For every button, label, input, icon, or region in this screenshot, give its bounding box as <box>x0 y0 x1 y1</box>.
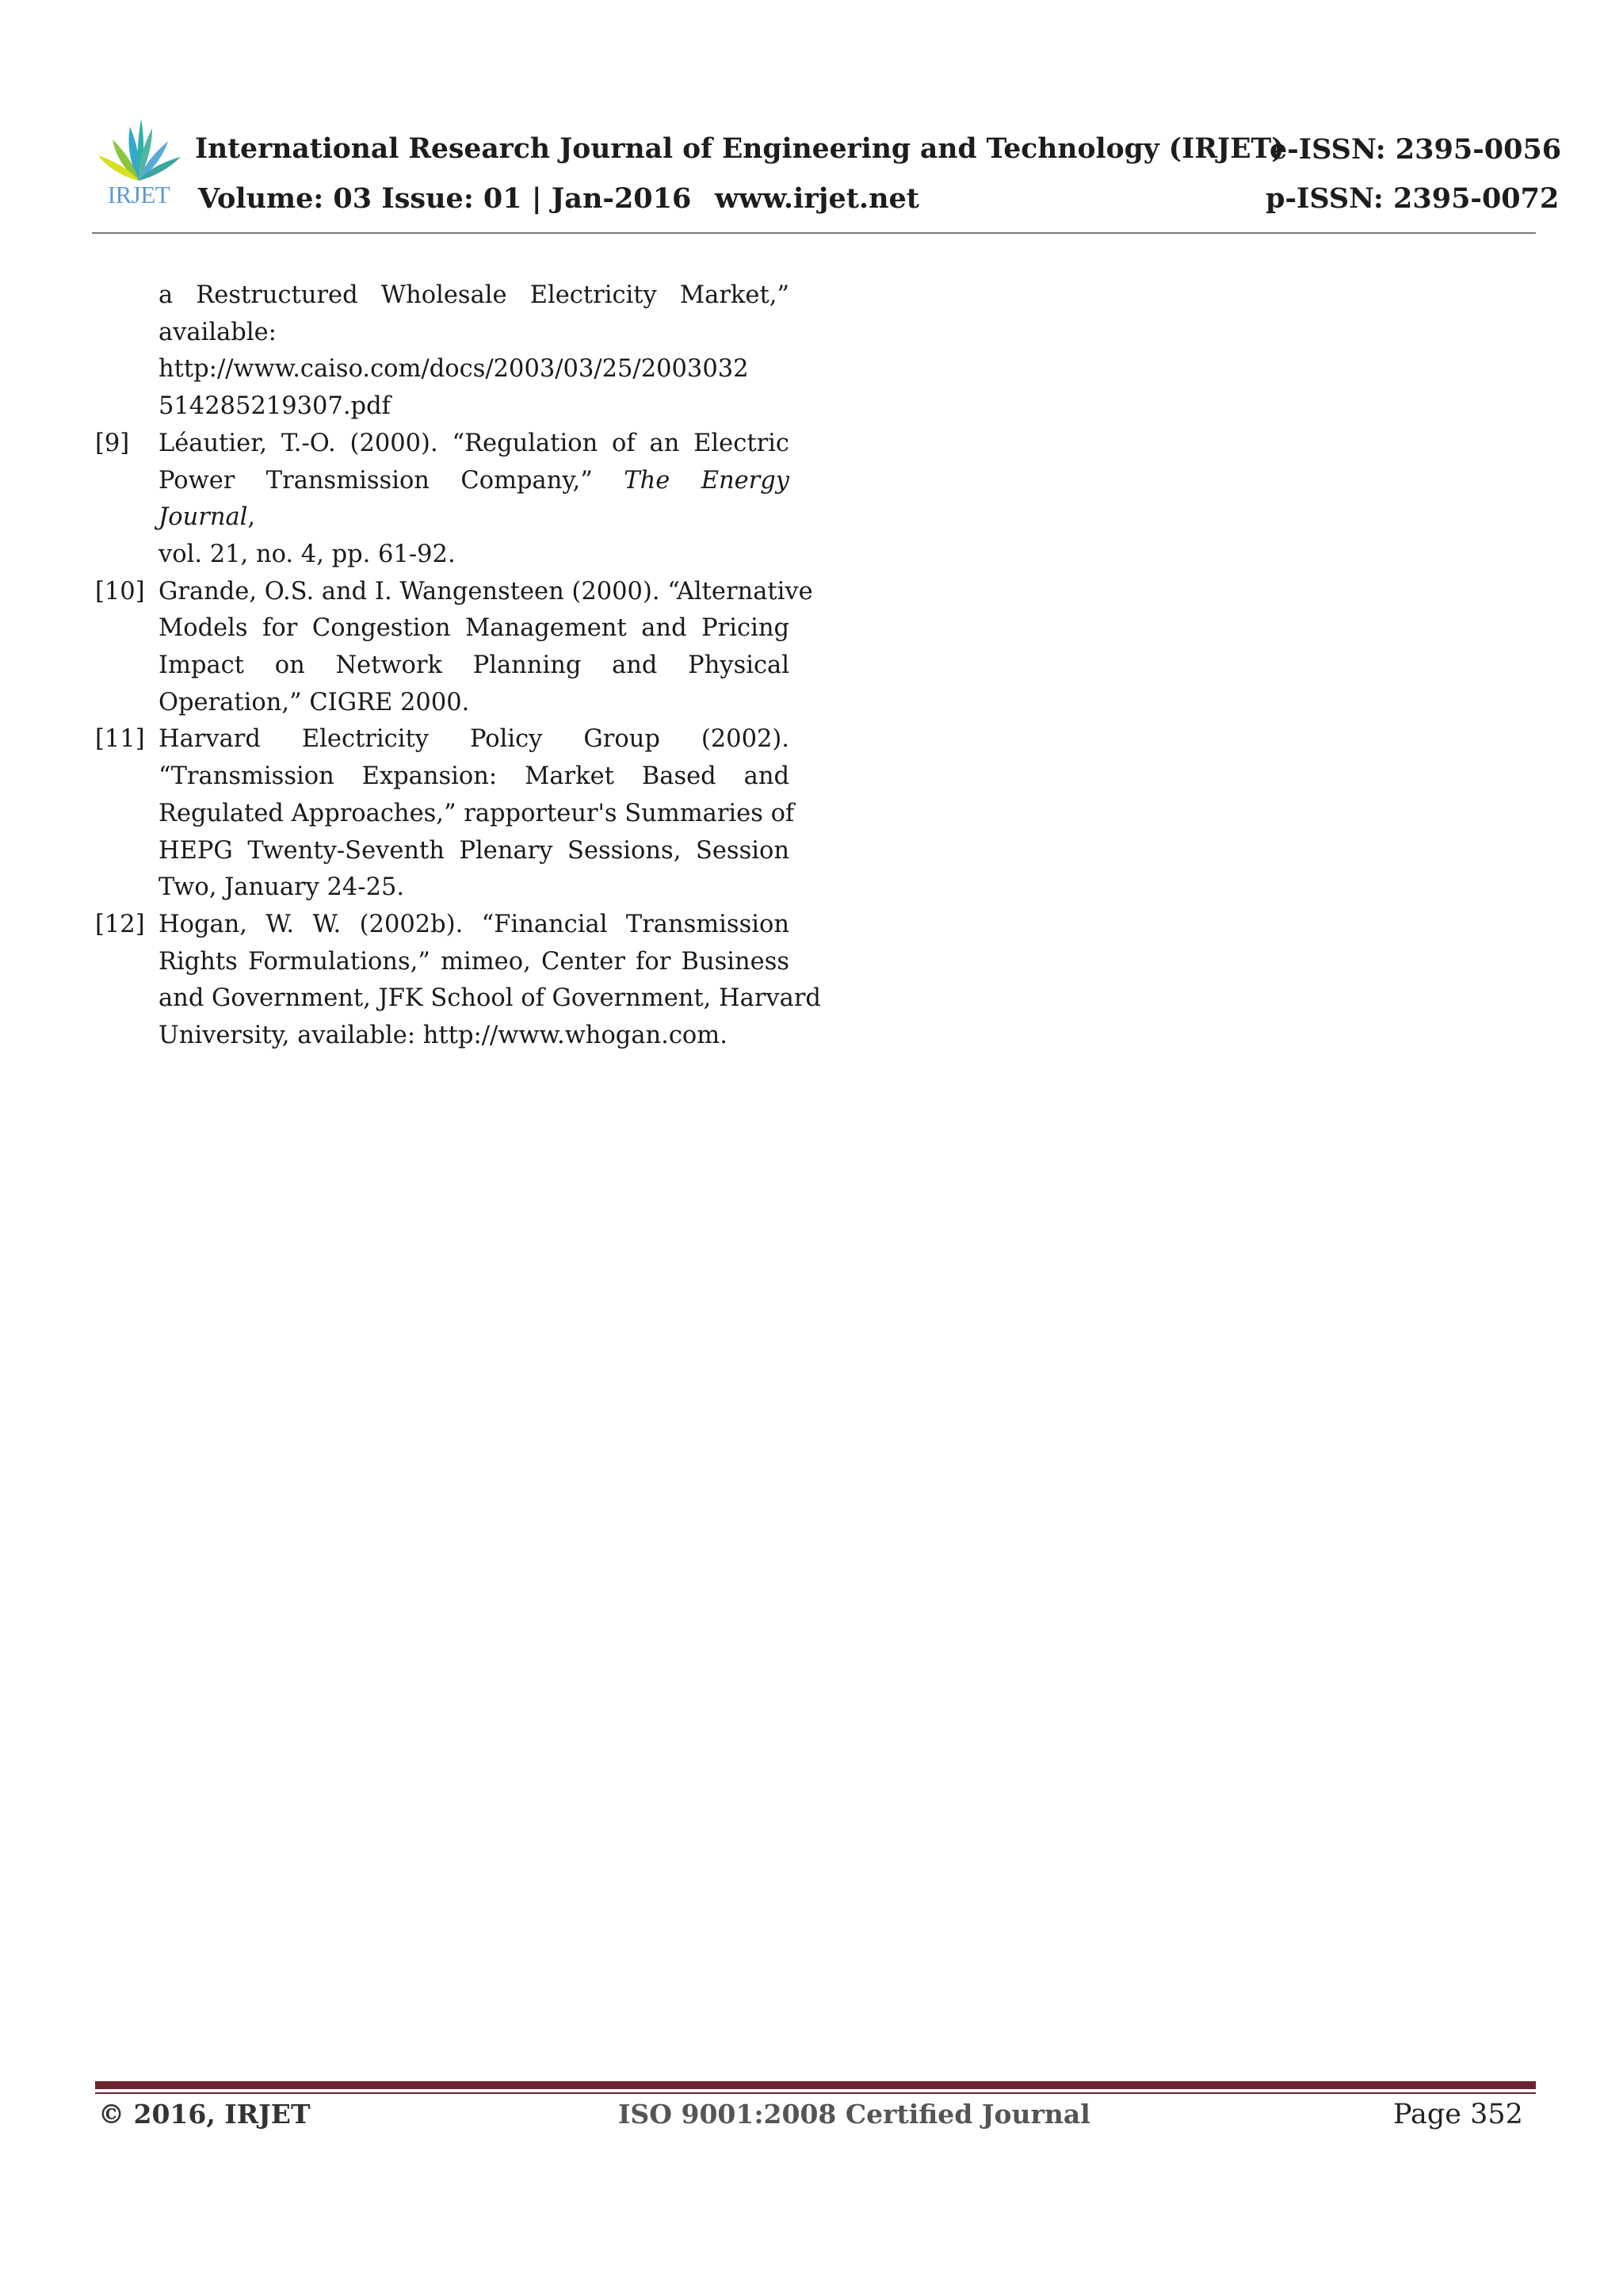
header-divider <box>92 232 1536 234</box>
reference-url[interactable]: http://www.caiso.com/docs/2003/03/25/2003032 <box>158 355 749 384</box>
reference-9 <box>95 426 789 574</box>
reference-list <box>95 277 821 1055</box>
p-issn: p-ISSN: 2395-0072 <box>1266 182 1560 215</box>
copyright: © 2016, IRJET <box>98 2099 311 2130</box>
reference-line: Harvard Electricity Policy Group (2002). <box>158 725 789 754</box>
page-header <box>0 0 1623 238</box>
e-issn: e-ISSN: 2395-0056 <box>1270 133 1562 166</box>
reference-line: Impact on Network Planning and Physical <box>158 651 789 680</box>
reference-line: Rights Formulations,” mimeo, Center for Business <box>158 947 789 976</box>
reference-number: [12] <box>95 910 145 938</box>
journal-website[interactable]: www.irjet.net <box>715 182 919 215</box>
footer-rule-thin <box>95 2092 1536 2094</box>
reference-line: Operation,” CIGRE 2000. <box>158 688 470 716</box>
reference-line: vol. 21, no. 4, pp. 61-92. <box>158 540 456 568</box>
reference-continuation <box>95 277 789 426</box>
reference-12 <box>95 907 821 1055</box>
certification: ISO 9001:2008 Certified Journal <box>618 2099 1090 2130</box>
reference-line: Two, January 24-25. <box>158 873 405 902</box>
reference-line: University, available: http://www.whogan.com. <box>158 1022 727 1050</box>
reference-line: Models for Congestion Management and Pricing <box>158 614 789 643</box>
reference-number: [10] <box>95 577 145 606</box>
reference-line: Grande, O.S. and I. Wangensteen (2000). “Alternative <box>158 577 813 606</box>
footer-rule <box>95 2081 1536 2089</box>
reference-line: “Transmission Expansion: Market Based and <box>158 762 789 791</box>
page-number: Page 352 <box>1393 2099 1523 2130</box>
reference-line: Hogan, W. W. (2002b). “Financial Transmission <box>158 910 789 938</box>
volume-issue: Volume: 03 Issue: 01 | Jan-2016 <box>198 182 692 215</box>
reference-line: a Restructured Wholesale Electricity Market,” <box>158 281 789 309</box>
reference-line: HEPG Twenty-Seventh Plenary Sessions, Session <box>158 836 789 865</box>
journal-name: The Energy Journal <box>158 466 789 532</box>
reference-line: Regulated Approaches,” rapporteur's Summaries of <box>158 799 795 827</box>
reference-number: [11] <box>95 725 145 754</box>
leaf-icon <box>92 116 185 182</box>
reference-10 <box>95 574 813 722</box>
reference-number: [9] <box>95 429 130 457</box>
reference-line: available: <box>158 318 277 346</box>
logo-text: IRJET <box>107 181 170 208</box>
reference-url[interactable]: 514285219307.pdf <box>158 392 391 421</box>
journal-title: International Research Journal of Engineering and Technology (IRJET) <box>195 133 1285 165</box>
reference-line: Power Transmission Company,” The Energy Journal, <box>158 466 789 532</box>
irjet-logo <box>92 116 185 217</box>
reference-line: Léautier, T.-O. (2000). “Regulation of an Electric <box>158 429 789 457</box>
reference-11 <box>95 721 795 907</box>
reference-line: and Government, JFK School of Government, Harvard <box>158 984 821 1013</box>
